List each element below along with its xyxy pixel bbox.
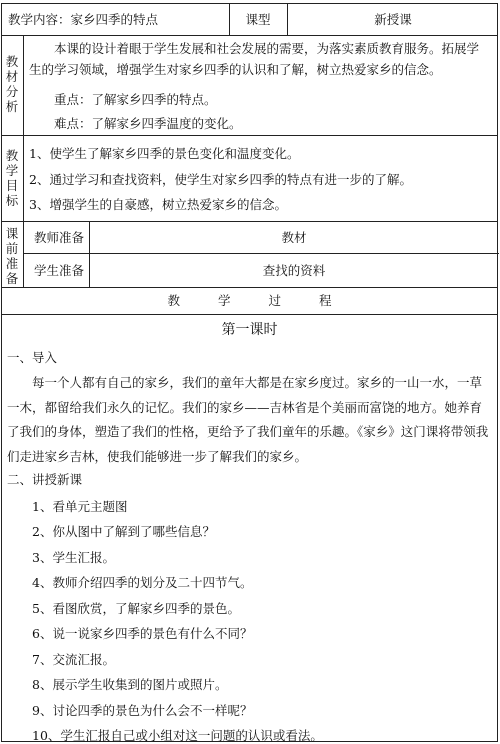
analysis-side-label: 教 材 分 析 [5,54,19,114]
goal-item: 3、增强学生的自豪感，树立热爱家乡的信念。 [29,197,287,212]
lesson-step: 5、看图欣赏，了解家乡四季的景色。 [32,601,240,616]
lesson-step: 3、学生汇报。 [32,550,115,565]
process-title: 教 学 过 程 [167,293,332,308]
lesson-step: 1、看单元主题图 [32,499,128,514]
prep-teacher-row [23,222,499,254]
section1-heading: 一、导入 [7,350,58,365]
teacher-prep-value: 教材 [281,230,307,245]
goal-item: 2、通过学习和查找资料，使学生对家乡四季的特点有进一步的了解。 [29,172,412,187]
lesson-step: 9、讨论四季的景色为什么会不一样呢？ [32,703,253,718]
difficult-point: 难点：了解家乡四季温度的变化。 [54,116,242,131]
goal-item: 1、使学生了解家乡四季的景色变化和温度变化。 [29,146,300,161]
lesson-title: 第一课时 [221,322,278,338]
type-value: 新授课 [374,12,412,27]
content-label: 教学内容：家乡四季的特点 [8,12,159,27]
type-label: 课型 [245,12,271,27]
prep-student-row [2,254,497,288]
lesson-step: 7、交流汇报。 [32,652,115,667]
student-prep-value: 查找的资料 [262,263,326,278]
lesson-body [2,315,497,743]
teacher-prep-label: 教师准备 [34,230,85,245]
goals-side-label: 教 学 目 标 [5,148,19,208]
analysis-paragraph: 本课的设计着眼于学生发展和社会发展的需要，为落实素质教育服务。拓展学生的学习领域，增强学生对家乡四季的认识和了解，树立热爱家乡的信念。 [29,41,480,77]
lesson-step: 8、展示学生收集到的图片或照片。 [32,677,228,692]
lesson-plan-table [1,3,498,742]
goals-row [2,136,497,222]
lesson-step: 4、教师介绍四季的划分及二十四节气。 [32,575,253,590]
header-row [2,4,497,36]
prep-side-label: 课 前 准 备 [5,226,19,286]
section2-heading: 二、讲授新课 [7,472,83,487]
student-prep-label: 学生准备 [34,263,85,278]
lesson-step: 2、你从图中了解到了哪些信息？ [32,524,215,539]
process-title-row [2,288,497,315]
lesson-step: 10、学生汇报自己或小组对这一问题的认识或看法。 [32,728,323,743]
section1-paragraph: 每一个人都有自己的家乡，我们的童年大都是在家乡度过。家乡的一山一水，一草一木，都留给我们永久的记忆。我们的家乡——吉林省是个美丽而富饶的地方。她养育了我们的身体，塑造了我们的性格，更给予了我们童年的乐趣。《家乡》这门课将带领我们走进家乡吉林，使我们能够进一步了解我们的家乡。 [7,375,489,464]
analysis-row [2,36,497,136]
lesson-step: 6、说一说家乡四季的景色有什么不同？ [32,626,253,641]
key-point: 重点：了解家乡四季的特点。 [54,92,217,107]
